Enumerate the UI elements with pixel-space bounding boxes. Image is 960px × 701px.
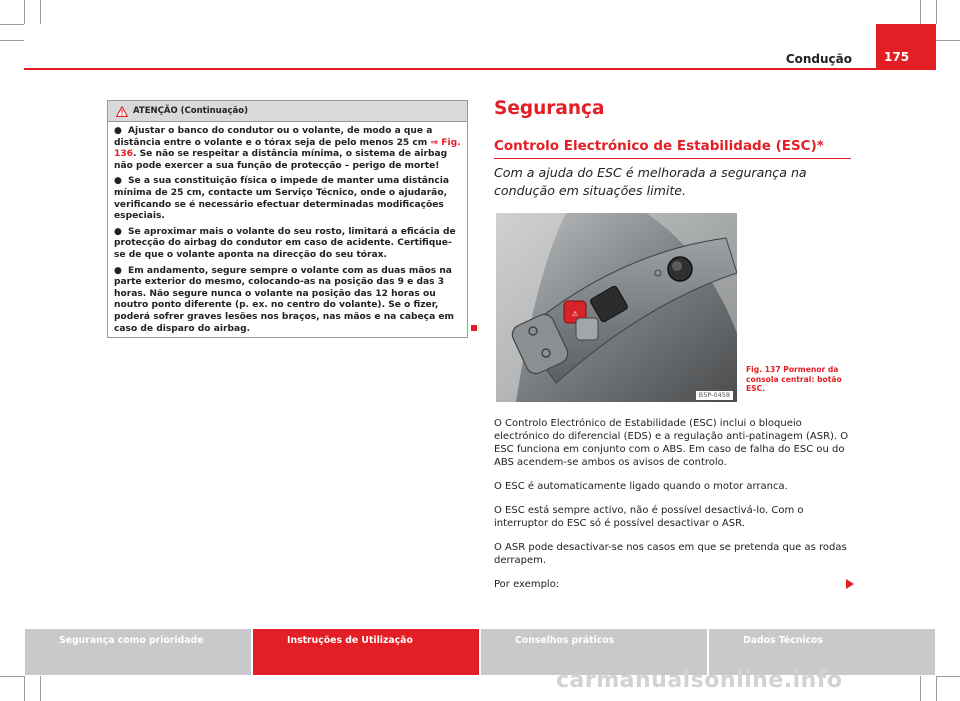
- figure-link[interactable]: ⇒ Fig. 136: [114, 137, 461, 160]
- tab-dados-tecnicos[interactable]: Dados Técnicos: [709, 629, 935, 675]
- page-number: 175: [884, 50, 910, 64]
- tab-instrucoes[interactable]: Instruções de Utilização: [253, 629, 479, 675]
- section-end-marker: [471, 325, 477, 331]
- crop-mark: [920, 0, 921, 24]
- warning-text: Ajustar o banco do condutor ou o volante, de modo a que a distância entre o volante e o tórax seja de pelo menos 25 cm: [114, 126, 433, 148]
- crop-mark: [936, 676, 960, 677]
- warning-text: Se aproximar mais o volante do seu rosto, limitará a eficácia de protecção do airbag do condutor em caso de acidente. Certifique-se de que o volante aponta na direcção do seu tórax.: [114, 226, 456, 260]
- running-header-title: Condução: [785, 52, 852, 66]
- tab-conselhos[interactable]: Conselhos práticos: [481, 629, 707, 675]
- warning-item: [114, 126, 463, 172]
- subsection-rule: [494, 158, 851, 159]
- section-title: Segurança: [494, 98, 605, 119]
- watermark: carmanualsonline.info: [556, 668, 843, 693]
- tab-seguranca[interactable]: Segurança como prioridade: [25, 629, 251, 675]
- header-rule: [24, 68, 936, 70]
- center-console-illustration: [496, 213, 737, 402]
- bullet: ●: [114, 126, 122, 136]
- bullet: ●: [114, 226, 122, 237]
- warning-title: ATENÇÃO (Continuação): [133, 106, 248, 116]
- crop-mark: [0, 24, 24, 25]
- subsection-title: Controlo Electrónico de Estabilidade (ESC)*: [494, 138, 824, 154]
- lead-paragraph: Com a ajuda do ESC é melhorada a segurança na condução em situações limite.: [494, 165, 807, 198]
- body-paragraph: O ASR pode desactivar-se nos casos em que se pretenda que as rodas derrapem.: [494, 542, 847, 566]
- figure-code: B5P-0458: [696, 391, 733, 400]
- warning-header: [108, 101, 467, 122]
- warning-item: [114, 266, 463, 336]
- body-paragraph: O Controlo Electrónico de Estabilidade (ESC) inclui o bloqueio electrónico do diferencial (EDS) e a regulação anti-patinagem (ASR). O ESC funciona em conjunto com o ABS. Em caso de falha do ESC ou do ABS acendem-se ambos os avisos de controlo.: [494, 418, 849, 468]
- crop-mark: [24, 676, 25, 701]
- warning-item: [114, 176, 463, 222]
- warning-triangle-icon: [116, 106, 128, 117]
- crop-mark: [24, 0, 25, 24]
- crop-mark: [40, 0, 41, 24]
- warning-text: Em andamento, segure sempre o volante com as duas mãos na parte exterior do mesmo, colocando-as na posição das 9 e das 3 horas. Não segure nunca o volante na posição das 12 horas ou noutro ponto diferente (p. ex. no centro do volante). Se o fizer, poderá sofrer graves lesões nos braços, nas mãos e na cabeça em caso de disparo do airbag.: [114, 265, 455, 334]
- bullet: ●: [114, 176, 122, 187]
- warning-text: . Se não se respeitar a distância mínima, o sistema de airbag não pode exercer a sua função de protecção – perigo de morte!: [114, 149, 448, 171]
- crop-mark: [0, 40, 24, 41]
- body-paragraph: O ESC está sempre activo, não é possível desactivá-lo. Com o interruptor do ESC só é possível desactivar o ASR.: [494, 505, 804, 529]
- page-number-badge: [876, 24, 936, 70]
- next-page-arrow-icon[interactable]: [846, 579, 854, 589]
- figure-caption: Fig. 137 Pormenor da consola central: botão ESC.: [746, 365, 842, 394]
- bullet: ●: [114, 265, 122, 276]
- svg-text:⚠: ⚠: [571, 310, 579, 318]
- crop-mark: [936, 676, 937, 701]
- crop-mark: [40, 676, 41, 701]
- crop-mark: [936, 0, 937, 24]
- body-paragraph: O ESC é automaticamente ligado quando o motor arranca.: [494, 481, 788, 492]
- warning-box: [107, 100, 468, 338]
- warning-text: Se a sua constituição física o impede de manter uma distância mínima de 25 cm, contacte um Serviço Técnico, onde o ajudarão, verificando se é necessário efectuar determinadas modificações especiais.: [114, 176, 450, 222]
- warning-body: [108, 122, 467, 335]
- esc-button-photo: [496, 213, 737, 402]
- crop-mark: [936, 40, 960, 41]
- crop-mark: [920, 676, 921, 701]
- warning-item: [114, 227, 463, 262]
- crop-mark: [0, 676, 24, 677]
- body-paragraph: Por exemplo:: [494, 579, 560, 590]
